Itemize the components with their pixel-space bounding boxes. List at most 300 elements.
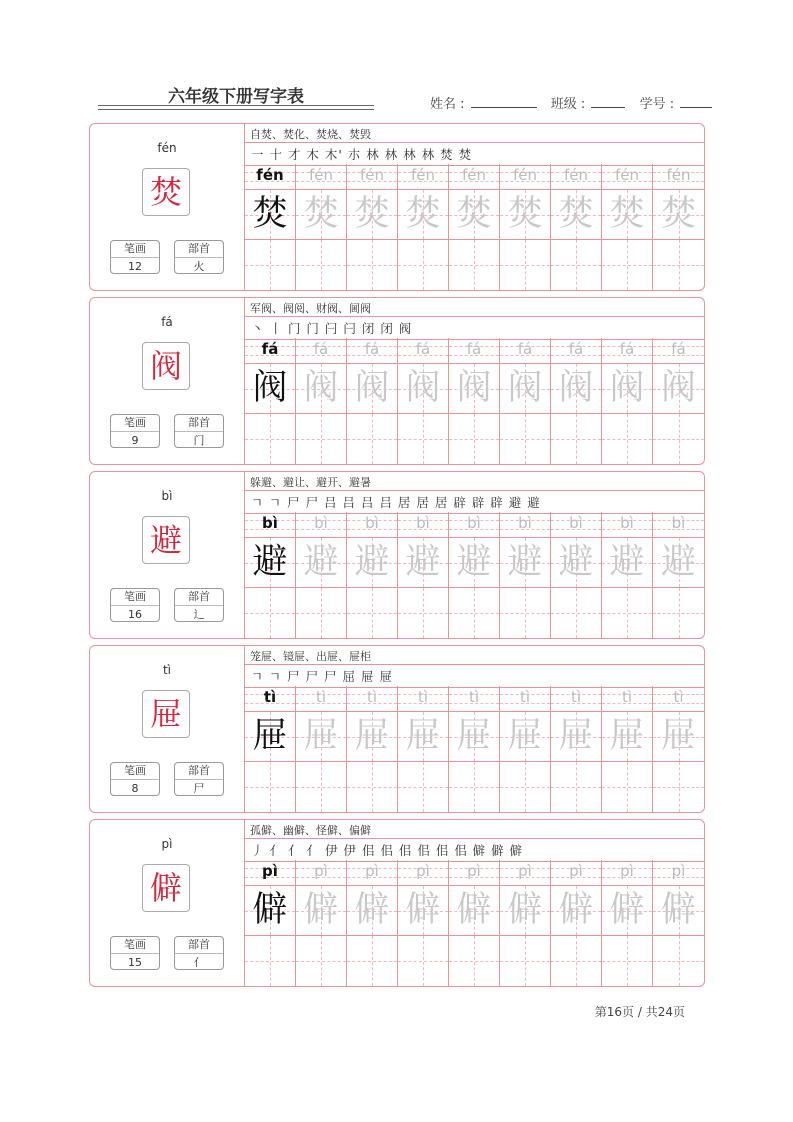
pinyin-cell[interactable] [602, 164, 653, 190]
character-trace: 阀 [354, 368, 390, 408]
writing-cell[interactable] [245, 886, 296, 936]
blank-writing-cell[interactable] [602, 936, 653, 986]
pinyin-cell[interactable] [653, 512, 704, 538]
character-card [89, 297, 705, 465]
character-info-panel [90, 124, 245, 290]
blank-writing-cell[interactable] [551, 936, 602, 986]
writing-cell[interactable] [245, 538, 296, 588]
stroke-order-row [245, 142, 705, 166]
pinyin-cell[interactable] [296, 512, 347, 538]
page-header [0, 0, 793, 120]
stroke-order-row [245, 490, 705, 514]
character-card [89, 471, 705, 639]
blank-writing-cell[interactable] [347, 762, 398, 812]
pinyin-cell[interactable] [296, 338, 347, 364]
character-trace: 屉 [456, 716, 492, 756]
blank-writing-cell[interactable] [296, 588, 347, 638]
pinyin-cell[interactable] [551, 686, 602, 712]
blank-writing-cell[interactable] [449, 240, 500, 290]
radical-value: 辶 [193, 608, 205, 621]
example-words: 躲避、避让、避开、避暑 [250, 476, 371, 489]
writing-cell[interactable] [398, 364, 449, 414]
character-display: 阀 [142, 342, 190, 390]
practice-panel [245, 298, 705, 464]
character-trace: 避 [507, 542, 543, 582]
blank-writing-cell[interactable] [245, 936, 296, 986]
writing-cell[interactable] [653, 190, 704, 240]
pinyin-cell[interactable] [653, 338, 704, 364]
pinyin-trace: tì [366, 688, 378, 706]
character-trace: 避 [660, 542, 696, 582]
blank-writing-cell[interactable] [602, 240, 653, 290]
number-field[interactable] [680, 95, 712, 108]
stroke-order-row [245, 838, 705, 862]
pinyin-cell[interactable] [398, 512, 449, 538]
character-trace: 避 [405, 542, 441, 582]
pinyin-cell[interactable] [245, 686, 296, 712]
character-trace: 阀 [660, 368, 696, 408]
pinyin-trace: fén [666, 166, 691, 184]
blank-writing-cell[interactable] [398, 936, 449, 986]
blank-writing-cell[interactable] [500, 936, 551, 986]
blank-writing-cell[interactable] [653, 240, 704, 290]
pinyin-trace: bì [416, 514, 430, 532]
blank-writing-cell[interactable] [653, 414, 704, 464]
radical-value: 亻 [193, 956, 205, 969]
radical-label: 部首 [175, 763, 223, 780]
character-trace: 僻 [303, 890, 339, 930]
character-trace: 僻 [507, 890, 543, 930]
radical-label: 部首 [175, 415, 223, 432]
writing-cell[interactable] [347, 538, 398, 588]
character-trace: 屉 [354, 716, 390, 756]
character-trace: 焚 [252, 194, 288, 234]
example-words: 自焚、焚化、焚烧、焚毁 [250, 128, 371, 141]
radical-value: 门 [193, 434, 205, 447]
character-trace: 避 [456, 542, 492, 582]
blank-writing-cell[interactable] [602, 762, 653, 812]
stroke-count-box [110, 414, 160, 448]
character-display: 屉 [142, 690, 190, 738]
writing-cell[interactable] [296, 190, 347, 240]
pinyin-trace: fén [614, 166, 640, 184]
pinyin-cell[interactable] [398, 164, 449, 190]
blank-writing-cell[interactable] [653, 762, 704, 812]
character-trace: 焚 [303, 194, 339, 234]
pinyin-cell[interactable] [296, 860, 347, 886]
character-trace: 屉 [660, 716, 696, 756]
pinyin-cell[interactable] [398, 860, 449, 886]
stroke-order: 丶 丨 门 门 闩 闩 闭 闭 阀 [251, 321, 413, 336]
pinyin-cell[interactable] [245, 338, 296, 364]
blank-writing-cell[interactable] [347, 936, 398, 986]
character-trace: 避 [609, 542, 645, 582]
pinyin-cell[interactable] [245, 164, 296, 190]
character-trace: 阀 [609, 368, 645, 408]
blank-writing-cell[interactable] [296, 240, 347, 290]
pinyin-cell[interactable] [551, 164, 602, 190]
pinyin-trace: fén [512, 166, 538, 184]
radical-value: 火 [193, 260, 205, 273]
blank-writing-cell[interactable] [500, 414, 551, 464]
stroke-order: ㄱ ㄱ 尸 尸 尸 屈 屉 屉 [251, 669, 393, 684]
practice-grid [245, 338, 705, 464]
writing-cell[interactable] [653, 886, 704, 936]
blank-writing-cell[interactable] [398, 762, 449, 812]
pinyin-trace: pì [620, 862, 634, 880]
character-trace: 屉 [252, 716, 288, 756]
blank-writing-cell[interactable] [500, 762, 551, 812]
strokes-label: 笔画 [111, 415, 159, 432]
blank-writing-cell[interactable] [398, 414, 449, 464]
character-trace: 阀 [558, 368, 594, 408]
pinyin-trace: pì [467, 862, 481, 880]
writing-cell[interactable] [500, 538, 551, 588]
writing-cell[interactable] [602, 364, 653, 414]
pinyin-trace: fá [466, 340, 482, 358]
stroke-count-box [110, 936, 160, 970]
pinyin-cell[interactable] [449, 338, 500, 364]
student-info-fields [430, 93, 722, 112]
pinyin-trace: bì [671, 514, 686, 532]
writing-cell[interactable] [449, 538, 500, 588]
writing-cell[interactable] [500, 364, 551, 414]
writing-cell[interactable] [500, 886, 551, 936]
radical-box [174, 762, 224, 796]
pinyin-cell[interactable] [347, 512, 398, 538]
blank-writing-cell[interactable] [602, 414, 653, 464]
writing-cell[interactable] [653, 364, 704, 414]
pinyin-trace: fá [517, 340, 533, 358]
character-trace: 阀 [303, 368, 339, 408]
pinyin-trace: tì [468, 688, 480, 706]
stroke-order-row [245, 316, 705, 340]
writing-cell[interactable] [449, 190, 500, 240]
strokes-label: 笔画 [111, 241, 159, 258]
stroke-count-box [110, 240, 160, 274]
stroke-order-row [245, 664, 705, 688]
practice-grid [245, 686, 705, 812]
example-words: 笼屉、镜屉、出屉、屉柜 [250, 650, 371, 663]
number-label: 学号 : [639, 97, 675, 112]
practice-panel [245, 646, 705, 812]
pinyin-cell[interactable] [500, 686, 551, 712]
character-pinyin: fá [161, 315, 173, 329]
blank-writing-cell[interactable] [449, 936, 500, 986]
pinyin-trace: pì [416, 862, 430, 880]
pinyin-trace: bì [620, 514, 634, 532]
writing-cell[interactable] [551, 364, 602, 414]
stroke-count-box [110, 762, 160, 796]
blank-writing-cell[interactable] [296, 762, 347, 812]
pinyin-trace: pì [671, 862, 686, 880]
pinyin-cell[interactable] [653, 860, 704, 886]
pinyin-cell[interactable] [296, 164, 347, 190]
blank-writing-cell[interactable] [449, 762, 500, 812]
pinyin-trace: fén [256, 166, 284, 184]
writing-cell[interactable] [500, 190, 551, 240]
pinyin-cell[interactable] [500, 860, 551, 886]
blank-writing-cell[interactable] [347, 414, 398, 464]
character-trace: 避 [303, 542, 339, 582]
writing-cell[interactable] [653, 538, 704, 588]
class-field[interactable] [591, 95, 625, 108]
name-field[interactable] [471, 95, 537, 108]
practice-grid [245, 512, 705, 638]
character-trace: 僻 [252, 890, 288, 930]
strokes-label: 笔画 [111, 763, 159, 780]
character-trace: 屉 [558, 716, 594, 756]
practice-grid [245, 164, 705, 290]
writing-cell[interactable] [602, 538, 653, 588]
character-trace: 僻 [609, 890, 645, 930]
pinyin-cell[interactable] [245, 512, 296, 538]
blank-writing-cell[interactable] [245, 588, 296, 638]
blank-writing-cell[interactable] [551, 414, 602, 464]
pinyin-cell[interactable] [449, 686, 500, 712]
character-trace: 避 [252, 542, 288, 582]
blank-writing-cell[interactable] [449, 414, 500, 464]
pinyin-cell[interactable] [500, 164, 551, 190]
pinyin-trace: tì [570, 688, 582, 706]
writing-cell[interactable] [398, 538, 449, 588]
pinyin-trace: tì [621, 688, 633, 706]
writing-cell[interactable] [551, 538, 602, 588]
stroke-order: 一 十 才 木 木' 朩 林 林 林 林 焚 焚 [251, 147, 473, 162]
strokes-value: 15 [128, 956, 142, 969]
character-trace: 焚 [558, 194, 594, 234]
title-underline [98, 105, 374, 110]
practice-panel [245, 124, 705, 290]
pinyin-trace: pì [314, 862, 328, 880]
radical-box [174, 414, 224, 448]
character-display: 焚 [142, 168, 190, 216]
pinyin-trace: pì [365, 862, 379, 880]
character-pinyin: bì [161, 489, 173, 503]
character-trace: 屉 [609, 716, 645, 756]
class-label: 班级 : [550, 97, 586, 112]
writing-cell[interactable] [347, 190, 398, 240]
pinyin-cell[interactable] [602, 686, 653, 712]
radical-label: 部首 [175, 937, 223, 954]
pinyin-trace: fá [261, 340, 279, 358]
character-card [89, 645, 705, 813]
pinyin-trace: bì [262, 514, 278, 532]
pinyin-cell[interactable] [551, 512, 602, 538]
pinyin-trace: pì [518, 862, 532, 880]
writing-cell[interactable] [449, 886, 500, 936]
writing-cell[interactable] [551, 886, 602, 936]
pinyin-trace: bì [467, 514, 481, 532]
pinyin-trace: bì [365, 514, 379, 532]
character-trace: 焚 [456, 194, 492, 234]
character-trace: 焚 [609, 194, 645, 234]
pinyin-cell[interactable] [500, 338, 551, 364]
writing-cell[interactable] [500, 712, 551, 762]
blank-writing-cell[interactable] [296, 936, 347, 986]
pinyin-cell[interactable] [551, 338, 602, 364]
pinyin-cell[interactable] [347, 164, 398, 190]
pinyin-trace: fá [671, 340, 686, 358]
stroke-order: 丿 亻 亻 亻 伊 伊 佀 佀 佀 佀 佀 佀 僻 僻 僻 [251, 843, 524, 858]
pinyin-cell[interactable] [653, 164, 704, 190]
writing-cell[interactable] [398, 712, 449, 762]
writing-cell[interactable] [296, 712, 347, 762]
character-trace: 避 [354, 542, 390, 582]
writing-cell[interactable] [245, 190, 296, 240]
practice-panel [245, 820, 705, 986]
blank-writing-cell[interactable] [551, 240, 602, 290]
blank-writing-cell[interactable] [602, 588, 653, 638]
blank-writing-cell[interactable] [398, 588, 449, 638]
pinyin-trace: tì [315, 688, 327, 706]
blank-writing-cell[interactable] [551, 762, 602, 812]
pinyin-cell[interactable] [602, 512, 653, 538]
strokes-value: 9 [131, 434, 139, 447]
character-trace: 阀 [405, 368, 441, 408]
blank-writing-cell[interactable] [653, 588, 704, 638]
writing-cell[interactable] [551, 712, 602, 762]
character-trace: 阀 [252, 368, 288, 408]
strokes-label: 笔画 [111, 589, 159, 606]
blank-writing-cell[interactable] [347, 240, 398, 290]
radical-value: 尸 [193, 782, 205, 795]
pinyin-cell[interactable] [449, 860, 500, 886]
character-trace: 阀 [507, 368, 543, 408]
pinyin-cell[interactable] [653, 686, 704, 712]
blank-writing-cell[interactable] [296, 414, 347, 464]
writing-cell[interactable] [347, 712, 398, 762]
writing-cell[interactable] [398, 190, 449, 240]
character-display: 僻 [142, 864, 190, 912]
example-words: 孤僻、幽僻、怪僻、偏僻 [250, 824, 371, 837]
strokes-label: 笔画 [111, 937, 159, 954]
pinyin-trace: fén [410, 166, 436, 184]
stroke-count-box [110, 588, 160, 622]
pinyin-cell[interactable] [602, 860, 653, 886]
character-info-panel [90, 646, 245, 812]
character-trace: 僻 [405, 890, 441, 930]
pinyin-cell[interactable] [245, 860, 296, 886]
writing-cell[interactable] [602, 886, 653, 936]
pinyin-cell[interactable] [449, 512, 500, 538]
pinyin-cell[interactable] [398, 686, 449, 712]
writing-cell[interactable] [347, 886, 398, 936]
character-card [89, 819, 705, 987]
character-trace: 僻 [456, 890, 492, 930]
writing-cell[interactable] [296, 364, 347, 414]
pinyin-cell[interactable] [602, 338, 653, 364]
writing-cell[interactable] [296, 886, 347, 936]
pinyin-cell[interactable] [551, 860, 602, 886]
blank-writing-cell[interactable] [653, 936, 704, 986]
writing-cell[interactable] [398, 886, 449, 936]
character-trace: 焚 [354, 194, 390, 234]
pinyin-cell[interactable] [347, 338, 398, 364]
character-pinyin: tì [162, 663, 172, 677]
writing-cell[interactable] [602, 190, 653, 240]
practice-grid [245, 860, 705, 986]
blank-writing-cell[interactable] [449, 588, 500, 638]
character-trace: 焚 [660, 194, 696, 234]
pinyin-trace: fá [364, 340, 380, 358]
character-trace: 僻 [660, 890, 696, 930]
character-trace: 焚 [405, 194, 441, 234]
pinyin-trace: pì [569, 862, 583, 880]
pinyin-trace: bì [569, 514, 583, 532]
radical-box [174, 936, 224, 970]
pinyin-cell[interactable] [449, 164, 500, 190]
blank-writing-cell[interactable] [245, 240, 296, 290]
pinyin-trace: tì [519, 688, 531, 706]
radical-label: 部首 [175, 589, 223, 606]
writing-cell[interactable] [449, 364, 500, 414]
pinyin-trace: fá [313, 340, 329, 358]
radical-box [174, 588, 224, 622]
character-trace: 屉 [303, 716, 339, 756]
character-trace: 焚 [507, 194, 543, 234]
writing-cell[interactable] [449, 712, 500, 762]
example-words: 军阀、阀阅、财阀、阃阀 [250, 302, 371, 315]
strokes-value: 16 [128, 608, 142, 621]
pinyin-trace: tì [263, 688, 277, 706]
character-card [89, 123, 705, 291]
pinyin-trace: fén [461, 166, 487, 184]
pinyin-cell[interactable] [347, 686, 398, 712]
writing-cell[interactable] [347, 364, 398, 414]
pinyin-trace: bì [314, 514, 328, 532]
character-trace: 阀 [456, 368, 492, 408]
page-title: 六年级下册写字表 [168, 87, 304, 107]
writing-cell[interactable] [653, 712, 704, 762]
blank-writing-cell[interactable] [500, 588, 551, 638]
pinyin-cell[interactable] [398, 338, 449, 364]
character-pinyin: fén [157, 141, 177, 155]
character-trace: 僻 [558, 890, 594, 930]
writing-cell[interactable] [296, 538, 347, 588]
pinyin-trace: tì [417, 688, 429, 706]
pinyin-trace: fén [563, 166, 589, 184]
writing-cell[interactable] [245, 712, 296, 762]
pinyin-cell[interactable] [347, 860, 398, 886]
stroke-order: ㄱ ㄱ 尸 尸 吕 吕 吕 吕 居 居 居 辟 辟 辟 避 避 [251, 495, 541, 510]
writing-cell[interactable] [602, 712, 653, 762]
pinyin-trace: fá [568, 340, 584, 358]
name-label: 姓名 : [430, 97, 465, 112]
writing-cell[interactable] [551, 190, 602, 240]
blank-writing-cell[interactable] [245, 414, 296, 464]
pinyin-trace: tì [673, 688, 684, 706]
radical-label: 部首 [175, 241, 223, 258]
practice-panel [245, 472, 705, 638]
blank-writing-cell[interactable] [551, 588, 602, 638]
pinyin-cell[interactable] [296, 686, 347, 712]
strokes-value: 8 [131, 782, 139, 795]
blank-writing-cell[interactable] [347, 588, 398, 638]
character-info-panel [90, 298, 245, 464]
page-number: 第16页 / 共24页 [594, 1005, 685, 1019]
character-trace: 避 [558, 542, 594, 582]
blank-writing-cell[interactable] [500, 240, 551, 290]
writing-cell[interactable] [245, 364, 296, 414]
blank-writing-cell[interactable] [398, 240, 449, 290]
radical-box [174, 240, 224, 274]
pinyin-trace: pì [262, 862, 278, 880]
pinyin-trace: fá [619, 340, 635, 358]
pinyin-trace: fá [415, 340, 431, 358]
pinyin-cell[interactable] [500, 512, 551, 538]
blank-writing-cell[interactable] [245, 762, 296, 812]
